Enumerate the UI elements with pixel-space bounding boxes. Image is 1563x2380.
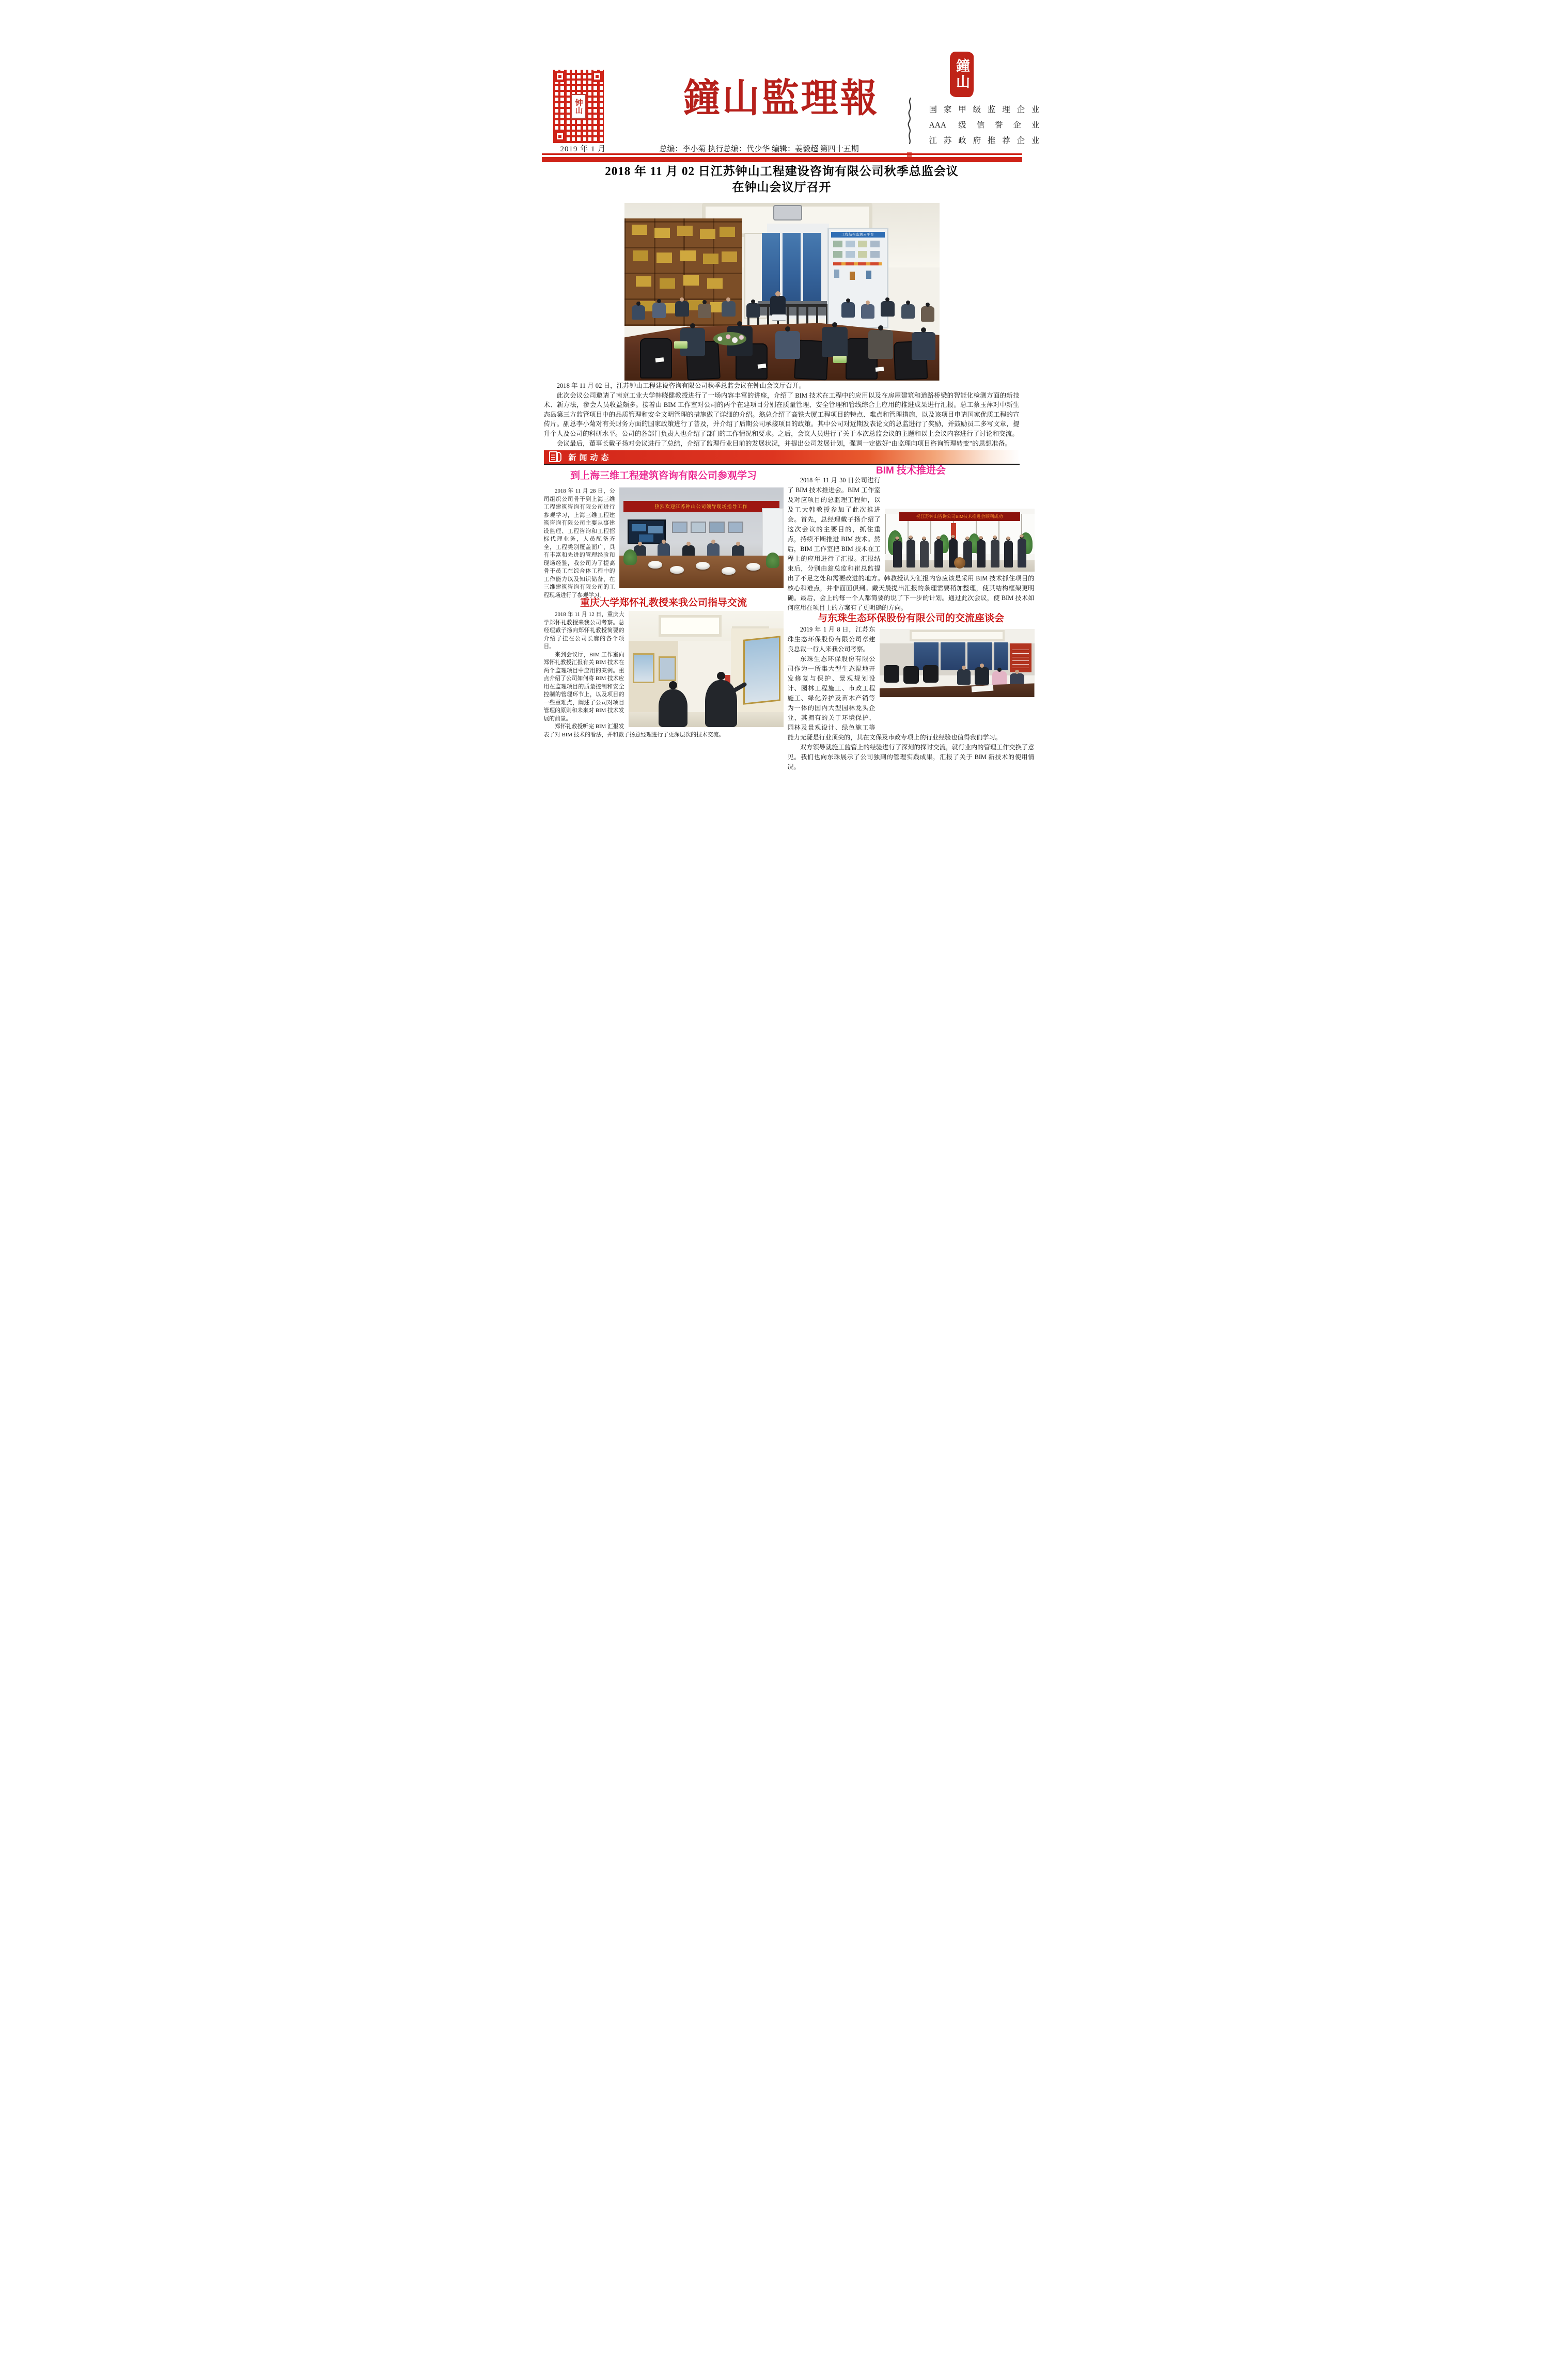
bim-photo-wrap (885, 476, 1035, 572)
person-silhouette (722, 301, 736, 317)
person-silhouette (861, 304, 874, 319)
divider-thick (542, 157, 1022, 162)
hard-hat (746, 563, 760, 571)
dongzhu-meeting-photo (880, 629, 1035, 697)
person-silhouette (977, 540, 986, 568)
credential-line: 国家甲级监理企业 (929, 105, 1040, 114)
qr-finder-icon (554, 131, 566, 142)
qr-finder-icon (554, 71, 566, 82)
lead-headline-line2: 在钟山会议厅召开 (732, 181, 832, 194)
lead-headline-line1: 2018 年 11 月 02 日江苏钟山工程建设咨询有限公司秋季总监会议 (605, 165, 959, 178)
person-silhouette (1004, 541, 1013, 568)
shanghai-visit-photo (619, 487, 784, 588)
hard-hat (648, 561, 662, 569)
person-silhouette (632, 305, 645, 320)
lead-paragraph: 会议最后，董事长戴子扬对会议进行了总结，介绍了监理行业目前的发展状况，并提出公司发展计划，强调一定做好“由监理向项目咨询管理转变”的思想准备。 (556, 439, 1011, 447)
article-paragraph: 2019 年 1 月 8 日，江苏东珠生态环保股份有限公司章建良总裁一行人来我公司考察。 (787, 626, 876, 653)
chair (923, 665, 939, 683)
person-silhouette (881, 301, 895, 317)
screen-title: 工程结构监测云平台 (831, 232, 885, 238)
person-silhouette (957, 669, 971, 685)
chair (903, 666, 919, 684)
led-banner: 祝江苏钟山咨询公司BIM技术推进会顺利成功 (899, 512, 1020, 521)
company-seal-text: 鐘山 (954, 58, 970, 90)
person-silhouette (775, 331, 800, 359)
meeting-table (880, 683, 1035, 697)
screen-content (833, 262, 882, 265)
presenter-silhouette (770, 296, 786, 316)
name-card (875, 367, 884, 372)
news-section-label: 新闻动态 (568, 453, 612, 462)
article-paragraph: 2018 年 11 月 28 日，公司组织公司骨干到上海三维工程建筑咨询有限公司进行参观学习，上海三维工程建筑咨询有限公司主要从事建设监理、工程咨询和工程招标代理业务，人员配备齐全，工程类别覆盖面广，具有丰富和先进的管理经验和现场经验，我公司为了提高骨干员工在综合体工程中的工作能力以及知识储备，在三维建筑咨询有限公司的工程现场进行了参观学习。 (543, 488, 615, 598)
article-paragraph: 2018 年 11 月 12 日，重庆大学郑怀礼教授来我公司考察。总经理戴子扬向郑怀礼教授简要的介绍了挂在公司长廊的各个项目。 (543, 611, 624, 650)
person-silhouette (659, 689, 687, 727)
tissue-box (833, 356, 847, 363)
qr-center-seal: 钟山 (571, 94, 586, 119)
person-silhouette (841, 302, 855, 318)
meeting-table (619, 556, 784, 588)
person-silhouette (906, 540, 915, 568)
person-silhouette (934, 540, 943, 568)
name-card (655, 357, 664, 362)
article-paragraph: 来到会议厅，BIM 工作室向郑怀礼教授汇报有关 BIM 技术在两个监理项目中应用的案例。重点介绍了公司如何将 BIM 技术应用在监理项目的质量控制和安全控制的管理环节上，以及项目的一些重难点，阐述了公司对项目管理的原则和未来对 BIM 技术发展的前景。 (543, 651, 624, 722)
hard-hat (722, 567, 736, 575)
framed-painting (633, 653, 654, 683)
plant (766, 553, 779, 568)
credentials-list (929, 102, 1040, 149)
article-paragraph: 郑怀礼教授听完 BIM 汇报发表了对 BIM 技术的看法，并和戴子扬总经理进行了更深层次的技术交流。 (543, 723, 725, 738)
plant (623, 549, 637, 565)
person-silhouette (675, 301, 689, 317)
article-body-shanghai (544, 487, 784, 600)
award-plaques (632, 225, 647, 235)
tissue-box (674, 341, 687, 349)
article-body-dongzhu (788, 625, 1035, 772)
window-blind (783, 233, 801, 302)
red-projection-screen (1010, 643, 1031, 672)
calligrapher-signature (904, 96, 916, 158)
lead-article-body (544, 381, 1020, 448)
article-headline-chongqing: 重庆大学郑怀礼教授来我公司指导交流 (580, 597, 747, 608)
divider-thin (542, 153, 1022, 155)
welcome-banner: 热烈欢迎江苏钟山公司领导现场指导工作 (623, 501, 779, 512)
credential-line: 江苏政府推荐企业 (929, 136, 1040, 145)
globe (954, 557, 965, 569)
bim-group-photo (885, 509, 1035, 572)
window-blind (803, 233, 821, 302)
person-silhouette (893, 541, 902, 568)
window-blind (994, 642, 1008, 670)
qr-finder-icon (591, 71, 603, 82)
article-headline-bim: BIM 技术推进会 (876, 465, 946, 476)
chair (884, 665, 899, 683)
newspaper-icon-roll (557, 452, 561, 462)
article-paragraph: 双方领导就施工监管上的经验进行了深刻的探讨交流，就行业内的管理工作交换了意见。我们也向东珠展示了公司独到的管理实践成果，汇报了关于 BIM 新技术的使用情况。 (787, 744, 1035, 770)
newspaper-icon-sheet (549, 451, 557, 462)
person-silhouette (901, 304, 915, 319)
flower-arrangement (713, 332, 746, 345)
wall-photo-frame (709, 522, 725, 533)
ceiling-recess (910, 630, 1005, 641)
person-silhouette (822, 327, 848, 357)
person-silhouette (912, 332, 935, 360)
wall-photo-frame (691, 522, 706, 533)
corridor-visit-photo (629, 611, 784, 727)
gold-framed-painting (743, 636, 780, 705)
main-conference-photo (624, 203, 940, 381)
projection-screen (827, 228, 888, 328)
article-paragraph: 2018 年 11 月 30 日公司进行了 BIM 技术推进会。BIM 工作室及对应项目的总监理工程师，以及工大韩教授参加了此次推进会。首先，总经理戴子扬介绍了这次会议的主要目的，抓住重点，持续不断推进 BIM 技术。然后，BIM 工作室把 BIM 技术在工程上的应用进行了汇报。汇报结束后，分别由翁总监和崔总监提出了不足之处和需要改进的地方。韩教授认为汇报内容应该是采用 BIM 技术抓住项目的核心和难点，并非面面俱到。戴天晨提出汇报的条理需要稍加整理，使其结构框架更明确。最后，会上的每一个人都简要的说了下一步的计划。通过此次会议，使 BIM 技术如何应用在项目上的方案有了更明确的方向。 (787, 477, 1035, 611)
newspaper-page (521, 0, 1042, 793)
issue-date: 2019 年 1 月 (560, 145, 606, 153)
credential-line: AAA 级信誉企业 (929, 121, 1040, 130)
person-silhouette (1018, 539, 1026, 568)
hard-hat (670, 566, 684, 574)
qr-code (553, 70, 604, 143)
person-silhouette (920, 541, 929, 568)
article-headline-dongzhu: 与东珠生态环保股份有限公司的交流座谈会 (817, 613, 1004, 624)
person-silhouette (707, 543, 720, 557)
person-silhouette (746, 303, 760, 318)
lead-paragraph: 2018 年 11 月 02 日，江苏钟山工程建设咨询有限公司秋季总监会议在钟山会议厅召开。 (556, 382, 805, 389)
screen-content (833, 241, 842, 247)
hard-hat (696, 562, 710, 570)
railing (747, 304, 836, 326)
projector (773, 205, 802, 220)
editors-line: 总编：李小菊 执行总编：代少华 编辑：姜毅超 第四十五期 (659, 145, 859, 153)
lead-headline (552, 163, 1012, 195)
lead-paragraph: 此次会议公司邀请了南京工业大学韩晓健教授进行了一场内容丰富的讲座，介绍了 BIM 技术在工程中的应用以及在房屋建筑和道路桥梁的智能化检测方面的新技术、新方法，参会人员收益颇多。接着由 BIM 工作室对公司的两个在建项目分别在质量管理、安全管理和管线综合上应用的推进成果进行汇报。总工蔡玉萍对中新生态岛第三方监管项目中的品质管理和安全文明管理的措施做了详细的介绍。翁总介绍了高铁大厦工程项目的特点、难点和管理措施，以及该项目申请国家优质工程的宣传片。副总李小菊对有关财务方面的国家政策进行了普及，并介绍了后期公司承接项目的政策。其中公司对近期发表论文的总监进行了奖励，并鼓励员工多写文章，提升个人及公司的科研水平。公司的各部门负责人也介绍了部门的工作情况和要求。之后，会议人员进行了关于本次总监会议的主题和以上会议内容进行了讨论和交流。 (543, 391, 1020, 437)
screen-content (834, 270, 839, 278)
person-silhouette (921, 306, 934, 322)
wall-photo-frame (728, 522, 743, 533)
name-card (757, 364, 766, 369)
article-headline-shanghai: 到上海三维工程建筑咨询有限公司参观学习 (570, 470, 757, 481)
tv-screen (628, 519, 666, 544)
screen-content (833, 251, 842, 258)
article-body-bim (788, 476, 1035, 613)
person-silhouette (652, 303, 666, 318)
wall-photo-frame (672, 522, 687, 533)
newspaper-icon (549, 451, 564, 463)
company-seal-logo (950, 52, 974, 97)
person-silhouette (658, 543, 670, 557)
person-silhouette (868, 330, 893, 359)
framed-painting (659, 656, 676, 681)
person-silhouette-pointing (705, 680, 737, 727)
laptop (772, 314, 786, 320)
person-silhouette (991, 540, 999, 568)
person-silhouette (975, 667, 989, 685)
dongzhu-photo-wrap (880, 629, 1035, 726)
ceiling-light (659, 615, 722, 637)
article-paragraph: 东珠生态环保股份有限公司作为一所集大型生态湿地开发修复与保护、景观规划设计、园林工程施工、市政工程施工、绿化养护及苗木产销等为一体的国内大型园林龙头企业，其拥有的关于环境保护、园林及景观设计、绿色施工等能力无疑是行业顶尖的，其在文保及市政专项上的行业经验也值得我们学习。 (787, 655, 1002, 741)
person-silhouette (698, 304, 711, 318)
masthead-title: 鐘山監理報 (683, 77, 880, 120)
article-body-chongqing (544, 611, 784, 739)
